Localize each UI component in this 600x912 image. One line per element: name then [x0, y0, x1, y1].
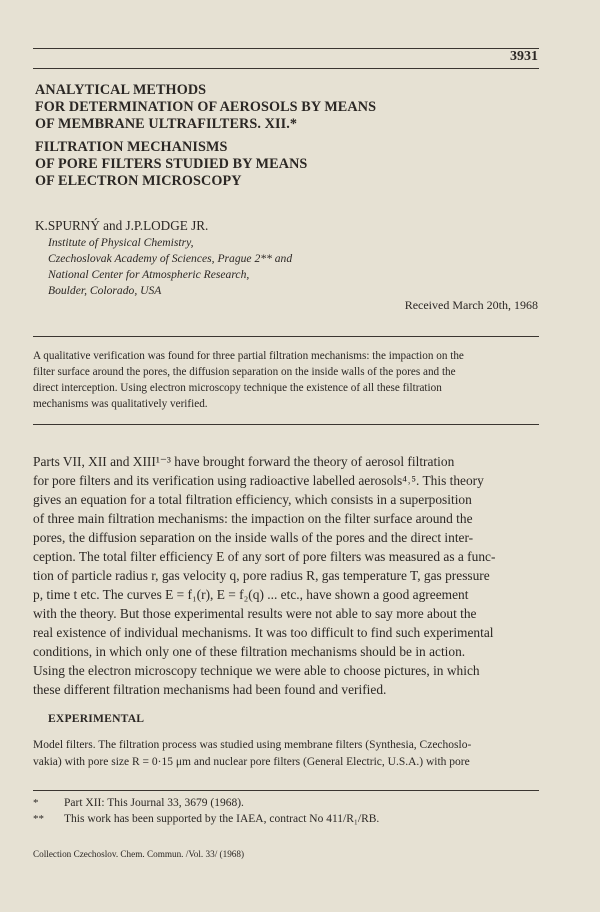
abstract-line: A qualitative verification was found for three partial filtration mechanisms: the impaction on the: [33, 350, 464, 362]
affiliation-line: Institute of Physical Chemistry,: [48, 236, 194, 249]
body-line: real existence of individual mechanisms. It was too difficult to find such experimental: [33, 625, 494, 640]
title-line: FOR DETERMINATION OF AEROSOLS BY MEANS: [35, 99, 377, 115]
affiliation-line: Boulder, Colorado, USA: [48, 284, 162, 297]
footnote-marker: *: [33, 797, 39, 809]
body-line: tion of particle radius r, gas velocity q, pore radius R, gas temperature T, gas pressure: [33, 568, 490, 583]
subtitle-line: OF PORE FILTERS STUDIED BY MEANS: [35, 156, 308, 172]
abstract-line: filter surface around the pores, the diffusion separation on the inside walls of the pores and the: [33, 366, 456, 378]
abstract-rule-bottom: [33, 424, 539, 425]
journal-citation: Collection Czechoslov. Chem. Commun. /Vol. 33/ (1968): [33, 849, 245, 859]
body-line: these different filtration mechanisms had been found and verified.: [33, 682, 387, 697]
article-title-block: [35, 82, 555, 190]
header-rule-top: [33, 48, 539, 49]
body-line: pores, the diffusion separation on the inside walls of the pores and the direct inter-: [33, 530, 474, 545]
title-line: ANALYTICAL METHODS: [35, 82, 207, 98]
footnote-rule: [33, 790, 539, 791]
body-line: ception. The total filter efficiency E of any sort of pore filters was measured as a func-: [33, 549, 496, 564]
experimental-line: vakia) with pore size R = 0·15 μm and nuclear pore filters (General Electric, U.S.A.) with pore: [33, 756, 470, 768]
abstract-line: mechanisms was qualitatively verified.: [33, 398, 208, 410]
subtitle-line: FILTRATION MECHANISMS: [35, 139, 228, 155]
abstract-rule-top: [33, 336, 539, 337]
subtitle-line: OF ELECTRON MICROSCOPY: [35, 173, 242, 189]
body-line: gives an equation for a total filtration efficiency, which consists in a superposition: [33, 492, 472, 507]
footnote-text: Part XII: This Journal 33, 3679 (1968).: [64, 797, 244, 809]
body-line: Parts VII, XII and XIII¹⁻³ have brought forward the theory of aerosol filtration: [33, 454, 455, 469]
footnote-text: This work has been supported by the IAEA, contract No 411/R₁/RB.: [64, 813, 380, 825]
body-line: of three main filtration mechanisms: the impaction on the filter surface around the: [33, 511, 473, 526]
body-line: p, time t etc. The curves E = f₁(r), E = f₂(q) ... etc., have shown a good agreement: [33, 587, 469, 602]
title-line: OF MEMBRANE ULTRAFILTERS. XII.*: [35, 116, 298, 132]
affiliation-line: Czechoslovak Academy of Sciences, Prague 2** and: [48, 252, 293, 265]
body-line: conditions, in which only one of these filtration mechanisms should be in action.: [33, 644, 466, 659]
authors: K.SPURNÝ and J.P.LODGE JR.: [35, 218, 209, 233]
body-line: Using the electron microscopy technique we were able to choose pictures, in which: [33, 663, 480, 678]
received-date: Received March 20th, 1968: [404, 298, 538, 312]
page-number: 3931: [510, 49, 538, 64]
experimental-line: Model filters. The filtration process was studied using membrane filters (Synthesia, Czechoslo-: [33, 739, 472, 751]
footnote-marker: **: [33, 813, 44, 825]
body-line: with the theory. But those experimental results were not able to say more about the: [33, 606, 477, 621]
body-line: for pore filters and its verification using radioactive labelled aerosols⁴˒⁵. This theory: [33, 473, 484, 488]
section-heading: EXPERIMENTAL: [48, 712, 145, 725]
header-rule-bottom: [33, 68, 539, 69]
affiliation-line: National Center for Atmospheric Research,: [48, 268, 250, 281]
abstract-line: direct interception. Using electron microscopy technique the existence of all these filtration: [33, 382, 442, 394]
